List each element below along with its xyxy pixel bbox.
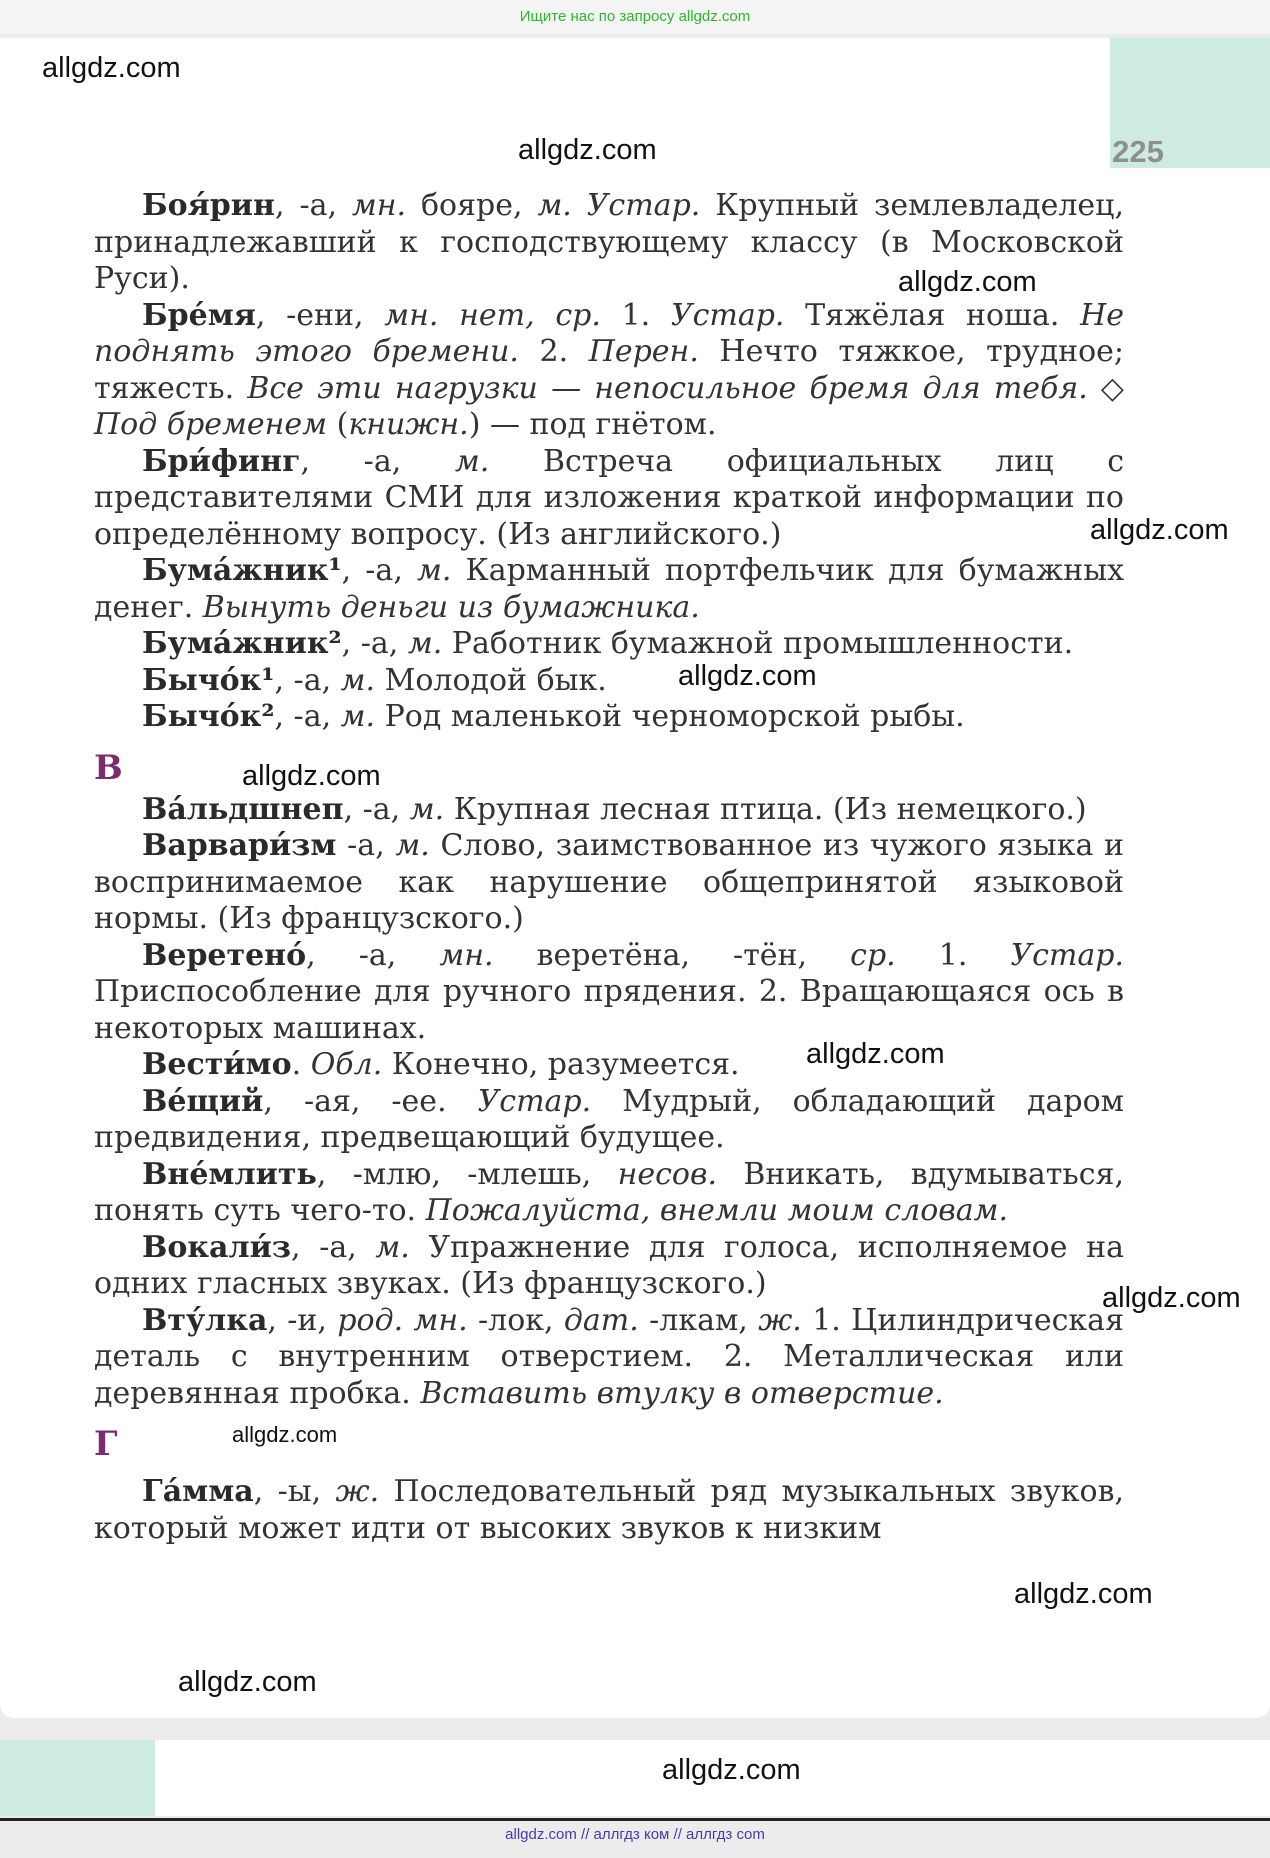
next-page-strip xyxy=(0,1740,1270,1816)
grammar-note: мн. xyxy=(439,937,494,973)
headword: Бычо́к² xyxy=(142,699,275,734)
page-number: 225 xyxy=(1112,134,1164,169)
grammar-note: ж. xyxy=(335,1474,380,1509)
grammar-note: м. xyxy=(340,699,376,734)
dictionary-entry: Вокали́з, -а, м. Упражнение для голоса, исполняемое на одних гласных звуках. (Из французского.) xyxy=(94,1229,1125,1301)
dictionary-entry: Вту́лка, -и, род. мн. -лок, дат. -лкам, ж. 1. Цилиндрическая деталь с внутренним отверстием. 2. Металлическая или деревянная пробка. Вставить втулку в отверстие. xyxy=(94,1302,1124,1411)
watermark: allgdz.com xyxy=(232,1422,338,1447)
grammar-note: м. xyxy=(340,662,376,698)
headword: Ва́льдшнеп xyxy=(142,791,344,827)
watermark: allgdz.com xyxy=(1102,1282,1241,1314)
top-banner[interactable] xyxy=(0,0,1270,34)
grammar-note: книжн. xyxy=(348,407,469,442)
grammar-note: Вставить втулку в отверстие. xyxy=(420,1375,944,1411)
dictionary-entry: Га́мма, -ы, ж. Последовательный ряд музыкальных звуков, который может идти от высоких звуков к низким xyxy=(94,1474,1124,1546)
grammar-note: м. xyxy=(416,553,452,588)
grammar-note: Обл. xyxy=(310,1047,383,1082)
dictionary-entry: Бри́финг, -а, м. Встреча официальных лиц с представителями СМИ для изложения краткой информации по определённому вопросу. (Из английского.) xyxy=(94,443,1125,552)
dictionary-entry: Боя́рин, -а, мн. бояре, м. Устар. Крупный землевладелец, принадлежавший к господствующему классу (в Московской Руси). xyxy=(94,188,1125,296)
watermark: allgdz.com xyxy=(662,1754,801,1786)
bottom-divider xyxy=(0,1818,1270,1821)
dictionary-list xyxy=(94,188,1124,1547)
dictionary-entry: Бычо́к¹, -а, м. Молодой бык. xyxy=(142,662,607,698)
watermark: allgdz.com xyxy=(518,134,657,166)
dictionary-entry: Бре́мя, -ени, мн. нет, ср. 1. Устар. Тяжёлая ноша. Не поднять этого бремени. 2. Перен. Нечто тяжкое, трудное; тяжесть. Все эти нагрузки — непосильное бремя для тебя. ◇ Под бременем (книжн.) — под гнётом. xyxy=(94,297,1124,442)
grammar-note: Не поднять этого бремени. xyxy=(94,297,1124,369)
headword: Бума́жник² xyxy=(142,626,342,661)
grammar-note: Устар. xyxy=(477,1083,592,1119)
grammar-note: м. xyxy=(375,1229,410,1265)
grammar-note: Вынуть деньги из бумажника. xyxy=(202,589,700,625)
grammar-note: ср. xyxy=(850,937,896,973)
grammar-note: несов. xyxy=(617,1156,717,1192)
textbook-page xyxy=(0,38,1270,1718)
headword: Бычо́к¹ xyxy=(142,662,275,698)
grammar-note: мн. нет, ср. xyxy=(384,297,601,333)
grammar-note: Под бременем xyxy=(94,407,328,442)
grammar-note: ж. xyxy=(758,1302,802,1338)
headword: Ве́щий xyxy=(142,1083,264,1119)
grammar-note: дат. xyxy=(563,1302,639,1338)
section-letter-v: В xyxy=(94,747,123,788)
headword: Боя́рин xyxy=(142,188,275,223)
watermark: allgdz.com xyxy=(242,760,381,792)
grammar-note: м. xyxy=(395,828,430,863)
footer-text: allgdz.com // аллгдз ком // аллгдз com xyxy=(505,1826,765,1843)
grammar-note: м. xyxy=(454,443,490,479)
grammar-note: Пожалуйста, внемли моим словам. xyxy=(425,1193,1009,1228)
dictionary-entry: Бума́жник², -а, м. Работник бумажной промышленности. xyxy=(142,626,1074,661)
headword: Вокали́з xyxy=(142,1229,292,1265)
grammar-note: род. мн. xyxy=(337,1302,468,1338)
watermark: allgdz.com xyxy=(678,660,817,692)
section-letter-g: Г xyxy=(94,1424,118,1464)
grammar-note: м. Устар. xyxy=(537,188,701,223)
headword: Варвари́зм xyxy=(142,828,337,863)
watermark: allgdz.com xyxy=(806,1038,945,1070)
grammar-note: Все эти нагрузки — непосильное бремя для тебя. xyxy=(247,370,1088,406)
dictionary-entry: Ве́щий, -ая, -ее. Устар. Мудрый, обладающий даром предвидения, предвещающий будущее. xyxy=(94,1083,1124,1155)
watermark: allgdz.com xyxy=(1090,514,1229,546)
grammar-note: Устар. xyxy=(1010,937,1124,973)
dictionary-entry: Вести́мо. Обл. Конечно, разумеется. xyxy=(142,1047,740,1082)
grammar-note: м. xyxy=(409,791,445,827)
headword: Бри́финг xyxy=(142,443,301,479)
dictionary-entry: Ва́льдшнеп, -а, м. Крупная лесная птица. (Из немецкого.) xyxy=(142,791,1087,827)
headword: Бума́жник¹ xyxy=(142,553,342,588)
next-page-corner-tab xyxy=(0,1740,155,1816)
grammar-note: Устар. xyxy=(670,297,785,333)
headword: Вне́млить xyxy=(142,1156,317,1192)
headword: Га́мма xyxy=(142,1474,254,1509)
footer-links[interactable] xyxy=(0,1826,1270,1843)
dictionary-entry: Варвари́зм -а, м. Слово, заимствованное из чужого языка и воспринимаемое как нарушение общепринятой языковой нормы. (Из французского.) xyxy=(94,828,1124,936)
dictionary-entry: Бычо́к², -а, м. Род маленькой черноморской рыбы. xyxy=(142,699,965,734)
top-banner-text: Ищите нас по запросу allgdz.com xyxy=(519,8,751,25)
dictionary-entry: Веретено́, -а, мн. веретёна, -тён, ср. 1. Устар. Приспособление для ручного прядения. 2. Вращающаяся ось в некоторых машинах. xyxy=(94,937,1124,1046)
headword: Бре́мя xyxy=(142,297,256,333)
dictionary-entry: Бума́жник¹, -а, м. Карманный портфельчик для бумажных денег. Вынуть деньги из бумажника. xyxy=(94,553,1124,625)
dictionary-entry: Вне́млить, -млю, -млешь, несов. Вникать, вдумываться, понять суть чего-то. Пожалуйста, внемли моим словам. xyxy=(94,1156,1124,1228)
watermark: allgdz.com xyxy=(1014,1578,1153,1610)
headword: Вту́лка xyxy=(142,1302,268,1338)
grammar-note: Перен. xyxy=(588,334,699,369)
grammar-note: мн. xyxy=(351,188,407,223)
grammar-note: м. xyxy=(407,626,443,661)
headword: Вести́мо xyxy=(142,1047,292,1082)
watermark: allgdz.com xyxy=(178,1666,317,1698)
watermark: allgdz.com xyxy=(898,266,1037,298)
headword: Веретено́ xyxy=(142,937,307,973)
watermark: allgdz.com xyxy=(42,52,181,84)
